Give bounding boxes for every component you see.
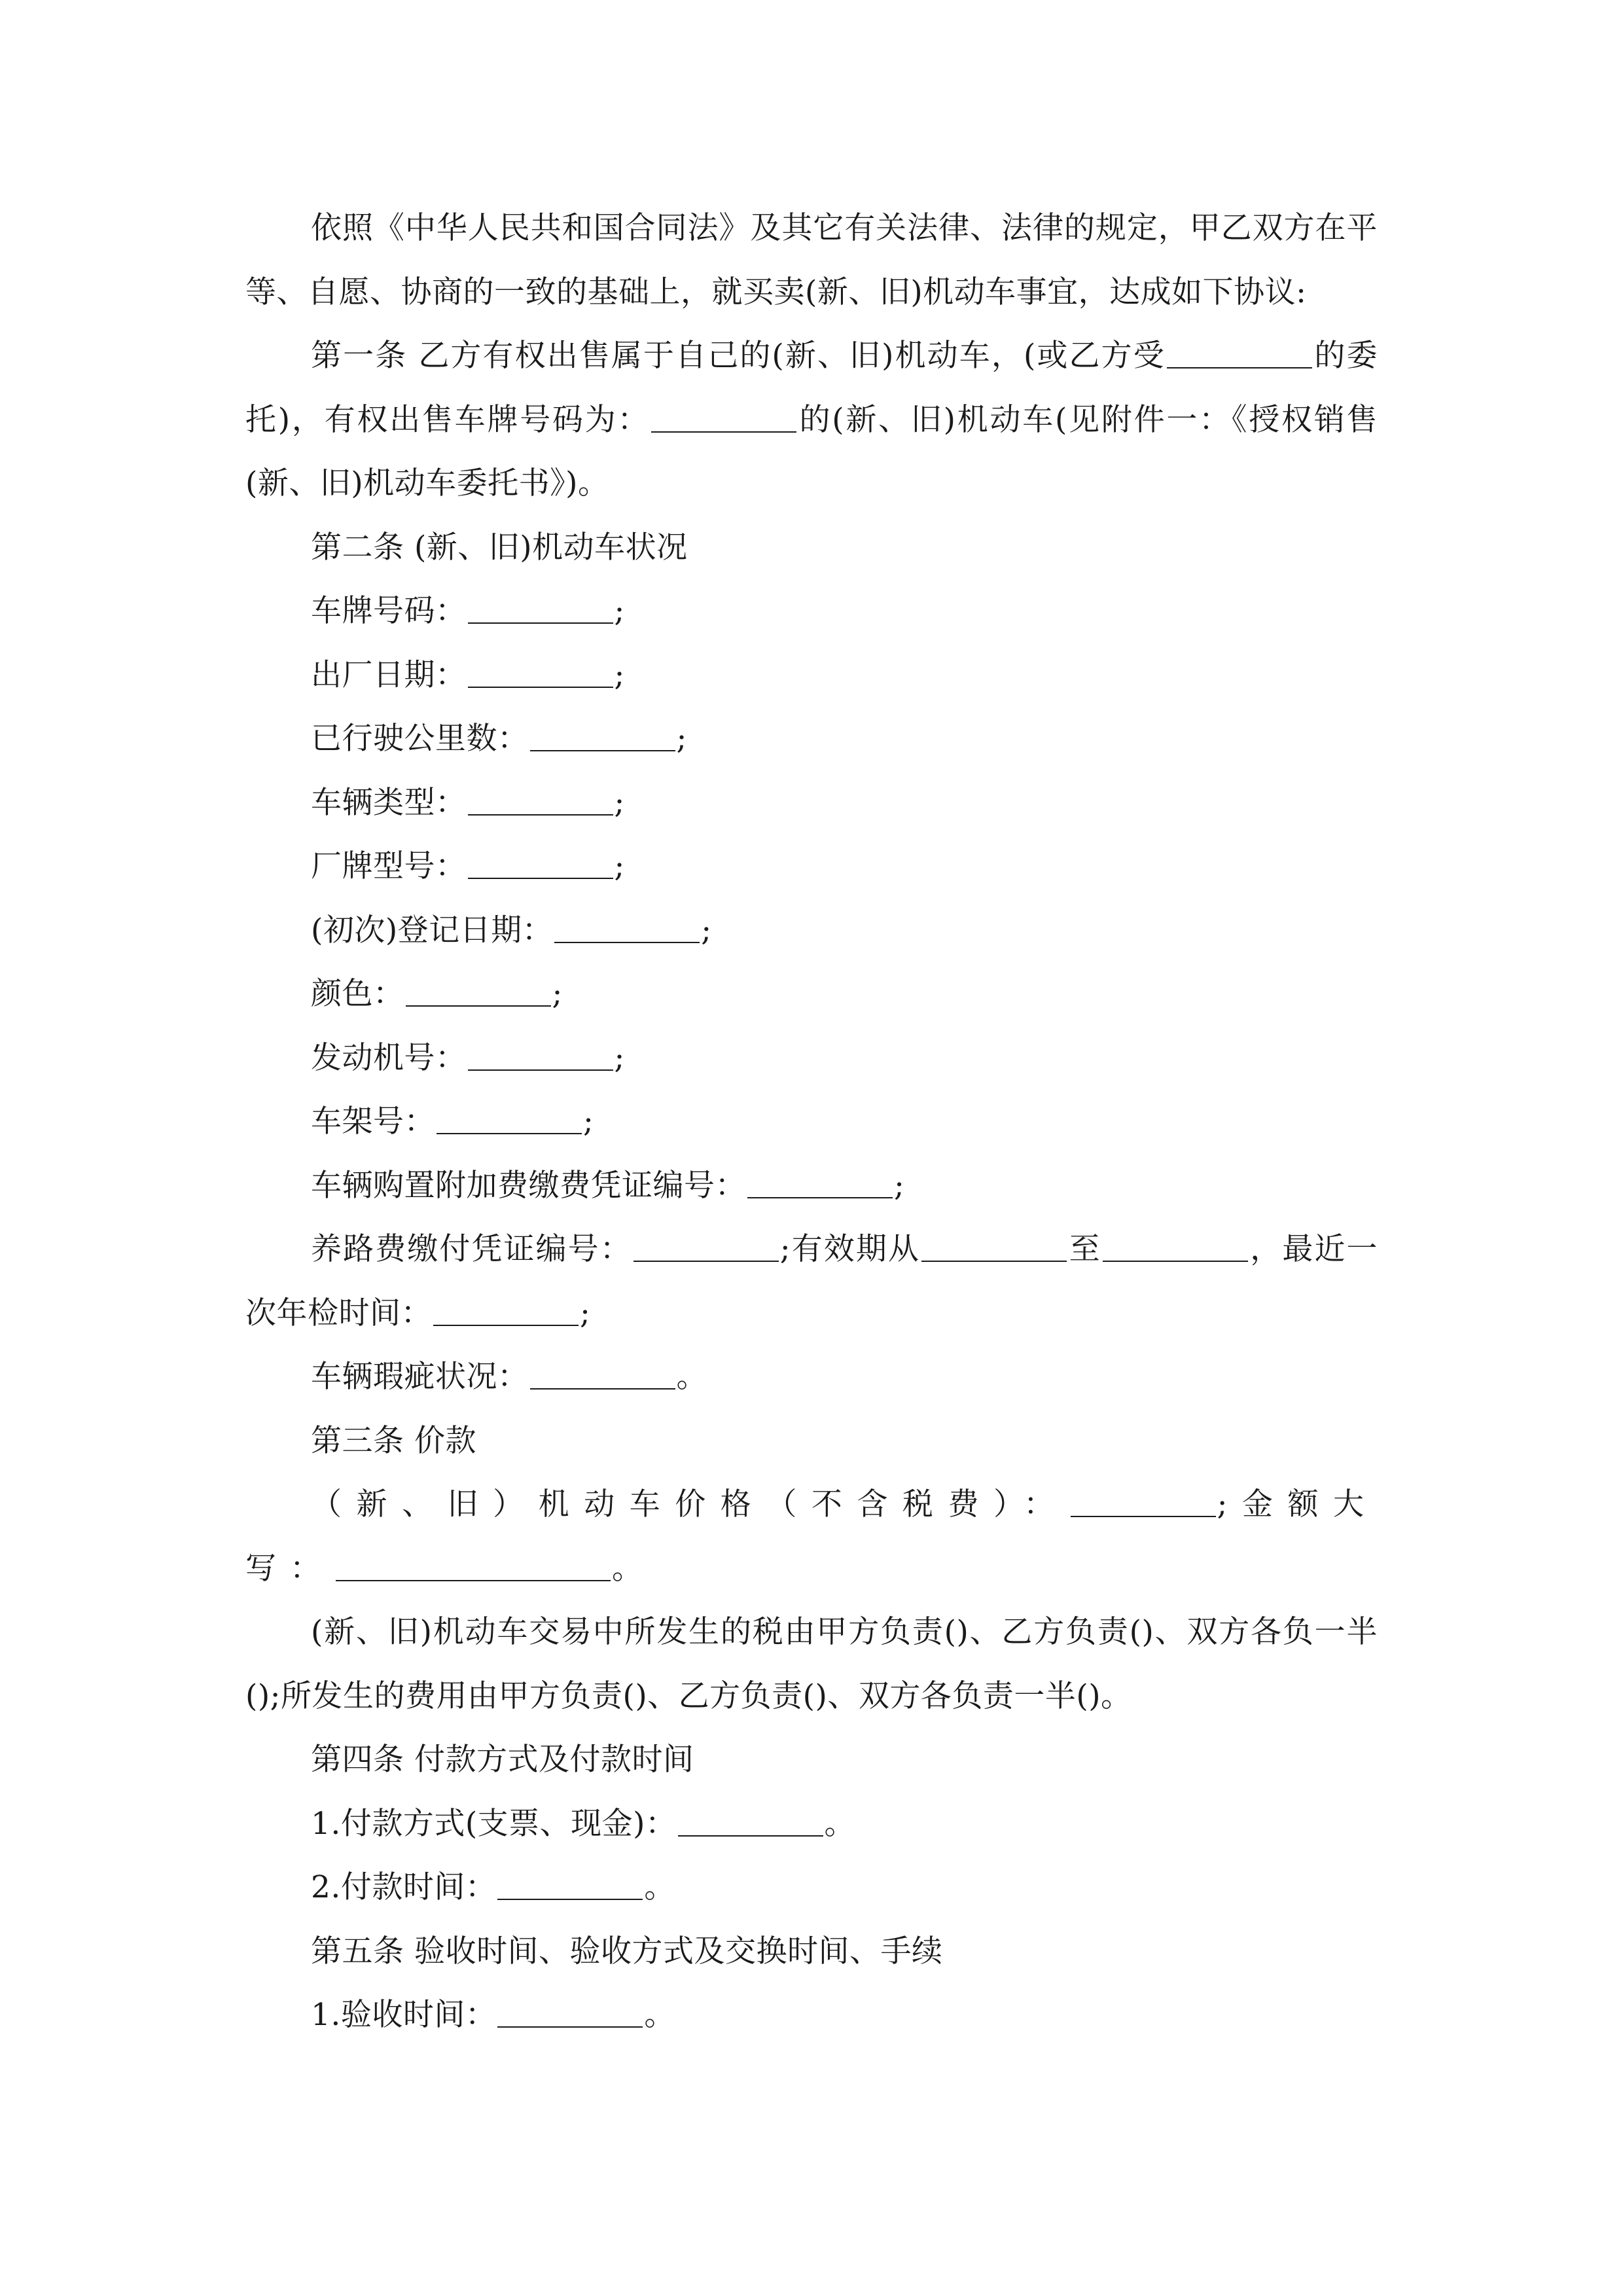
field-label: 已行驶公里数： — [311, 721, 529, 757]
field-engine-no — [245, 1026, 1378, 1090]
article-5-heading — [245, 1920, 1378, 1984]
tax-text: (新、旧)机动车交易中所发生的税由甲方负责()、乙方负责()、双方各负一半();所发生的费用由甲方负责()、乙方负责()、双方各负责一半()。 — [245, 1614, 1378, 1714]
separator: ; — [580, 1295, 591, 1331]
field-label: 车辆购置附加费缴费凭证编号： — [311, 1167, 746, 1204]
field-factory-date — [245, 643, 1378, 708]
payment-time-blank[interactable] — [497, 1869, 643, 1900]
field-plate — [245, 579, 1378, 643]
article-2-heading-text: 第二条 (新、旧)机动车状况 — [311, 529, 688, 565]
field-label: 车牌号码： — [311, 593, 467, 629]
intro-paragraph — [245, 196, 1378, 324]
article-2-heading — [245, 516, 1378, 580]
field-label: 1.付款方式(支票、现金)： — [311, 1805, 677, 1842]
valid-to-blank[interactable] — [1103, 1230, 1248, 1262]
frame-no-blank[interactable] — [437, 1103, 582, 1134]
field-frame-no — [245, 1090, 1378, 1154]
article-1-text-b: 的委托)，有权出售车牌号码为： — [245, 338, 1378, 438]
field-label: (初次)登记日期： — [311, 912, 554, 948]
factory-date-blank[interactable] — [468, 656, 613, 688]
article-1-text-a: 第一条 乙方有权出售属于自己的(新、旧)机动车，(或乙方受 — [311, 338, 1166, 374]
period: 。 — [612, 1550, 643, 1587]
article-1-paragraph — [245, 324, 1378, 516]
valid-from-label: ;有效期从 — [779, 1231, 921, 1267]
color-blank[interactable] — [406, 975, 551, 1007]
price-paragraph — [245, 1473, 1378, 1600]
field-road-fee — [245, 1217, 1378, 1345]
separator: ; — [676, 721, 687, 757]
valid-to-label: 至 — [1068, 1231, 1101, 1267]
field-label: 发动机号： — [311, 1039, 467, 1076]
separator: ; — [894, 1167, 905, 1204]
price-blank[interactable] — [1071, 1486, 1216, 1517]
register-date-blank[interactable] — [554, 912, 700, 943]
separator: ; — [701, 912, 712, 948]
contract-body — [245, 196, 1378, 2047]
tax-paragraph — [245, 1600, 1378, 1728]
field-model — [245, 834, 1378, 899]
model-blank[interactable] — [468, 848, 613, 879]
inspection-date-blank[interactable] — [433, 1295, 579, 1326]
field-label: 出厂日期： — [311, 656, 467, 693]
inspection-time — [245, 1983, 1378, 2047]
payment-time — [245, 1856, 1378, 1920]
field-color — [245, 962, 1378, 1026]
field-label: 厂牌型号： — [311, 848, 467, 884]
principal-blank[interactable] — [1167, 337, 1312, 368]
separator: ; — [614, 848, 625, 884]
period: 。 — [644, 1869, 675, 1905]
field-defect — [245, 1345, 1378, 1409]
field-register-date — [245, 899, 1378, 963]
separator: ; — [552, 976, 563, 1012]
separator: ; — [614, 784, 625, 821]
amount-label: ;金额大写： — [245, 1486, 1378, 1587]
article-3-heading — [245, 1409, 1378, 1473]
separator: ; — [614, 656, 625, 693]
period: 。 — [644, 1997, 675, 2033]
vehicle-type-blank[interactable] — [468, 784, 613, 816]
article-3-heading-text: 第三条 价款 — [311, 1422, 476, 1459]
payment-method-blank[interactable] — [678, 1805, 823, 1837]
article-1-text-c: 的(新、旧)机动车(见附件一：《授权销售(新、旧)机动车委托书》)。 — [245, 401, 1378, 501]
separator: ; — [614, 1039, 625, 1076]
field-label: 车辆瑕疵状况： — [311, 1359, 529, 1395]
separator: ; — [614, 593, 625, 629]
article-4-heading-text: 第四条 付款方式及付款时间 — [311, 1742, 694, 1778]
inspection-label: ，最近一次年检时间： — [245, 1231, 1378, 1331]
price-label: （新、旧）机动车价格（不含税费）： — [311, 1486, 1069, 1522]
article-4-heading — [245, 1728, 1378, 1792]
field-mileage — [245, 707, 1378, 771]
road-fee-no-blank[interactable] — [633, 1230, 779, 1262]
intro-text: 依照《中华人民共和国合同法》及其它有关法律、法律的规定，甲乙双方在平等、自愿、协商的一致的基础上，就买卖(新、旧)机动车事宜，达成如下协议: — [245, 210, 1378, 310]
field-label: 车架号： — [311, 1103, 435, 1139]
field-label: 车辆类型： — [311, 784, 467, 821]
plate-number-blank[interactable] — [468, 592, 613, 624]
field-label: 2.付款时间： — [311, 1869, 497, 1905]
field-label: 颜色： — [311, 976, 404, 1012]
amount-words-blank[interactable] — [336, 1550, 611, 1581]
road-fee-label: 养路费缴付凭证编号： — [311, 1231, 632, 1267]
separator: ; — [583, 1103, 594, 1139]
period: 。 — [824, 1805, 856, 1842]
plate-blank[interactable] — [651, 401, 796, 433]
field-label: 1.验收时间： — [311, 1997, 497, 2033]
field-vehicle-type — [245, 771, 1378, 835]
period: 。 — [676, 1359, 707, 1395]
field-purchase-tax — [245, 1154, 1378, 1218]
article-5-heading-text: 第五条 验收时间、验收方式及交换时间、手续 — [311, 1933, 943, 1969]
mileage-blank[interactable] — [530, 720, 675, 751]
purchase-tax-blank[interactable] — [747, 1167, 893, 1198]
valid-from-blank[interactable] — [921, 1230, 1067, 1262]
inspection-time-blank[interactable] — [497, 1996, 643, 2028]
engine-no-blank[interactable] — [468, 1039, 613, 1071]
defect-blank[interactable] — [530, 1358, 675, 1390]
payment-method — [245, 1792, 1378, 1856]
